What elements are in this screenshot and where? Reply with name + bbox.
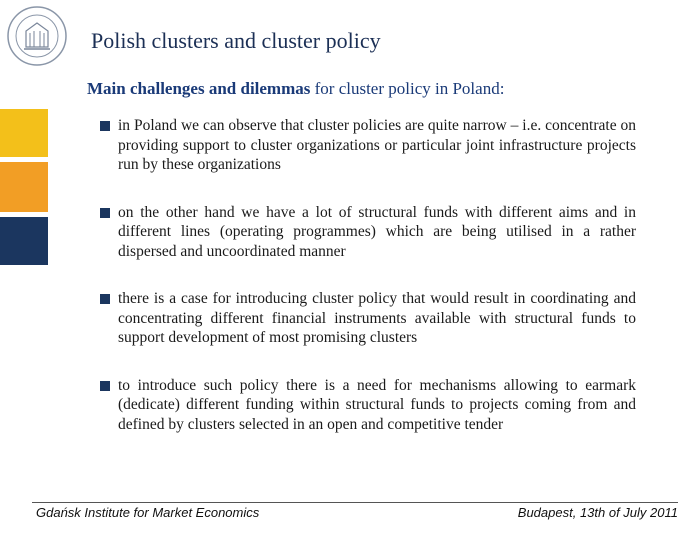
page-title: Polish clusters and cluster policy — [91, 28, 381, 53]
square-bullet-icon — [100, 208, 110, 218]
list-item — [100, 376, 636, 435]
subtitle-rest: for cluster policy in Poland: — [310, 79, 505, 98]
list-item — [100, 203, 636, 262]
yellow-side-block — [0, 109, 48, 157]
subtitle — [87, 79, 504, 99]
footer-divider — [32, 502, 678, 503]
bullet-text: on the other hand we have a lot of structural funds with different aims and in different lines (operating programmes) which are being utilised in a rather dispersed and uncoordinated manner — [118, 203, 636, 260]
bullet-text: in Poland we can observe that cluster policies are quite narrow – i.e. concentrate on providing support to cluster organizations or particular joint infrastructure projects run by these organizations — [118, 117, 636, 173]
square-bullet-icon — [100, 381, 110, 391]
list-item — [100, 116, 636, 175]
square-bullet-icon — [100, 121, 110, 131]
square-bullet-icon — [100, 294, 110, 304]
footer-institute: Gdańsk Institute for Market Economics — [36, 505, 260, 520]
orange-side-block — [0, 162, 48, 212]
bullet-text: there is a case for introducing cluster policy that would result in coordinating and concentrating different financial instruments available with structural funds to support development of most promising clusters — [118, 290, 636, 346]
bullet-list — [100, 116, 636, 434]
institute-seal-icon — [6, 5, 68, 67]
footer-date-location: Budapest, 13th of July 2011 — [517, 505, 678, 520]
navy-side-block — [0, 217, 48, 265]
list-item — [100, 289, 636, 348]
subtitle-emphasis: Main challenges and dilemmas — [87, 79, 311, 98]
bullet-text: to introduce such policy there is a need for mechanisms allowing to earmark (dedicate) different funding within structural funds to projects coming from and defined by clusters selected in an open and competitive tender — [118, 376, 636, 433]
